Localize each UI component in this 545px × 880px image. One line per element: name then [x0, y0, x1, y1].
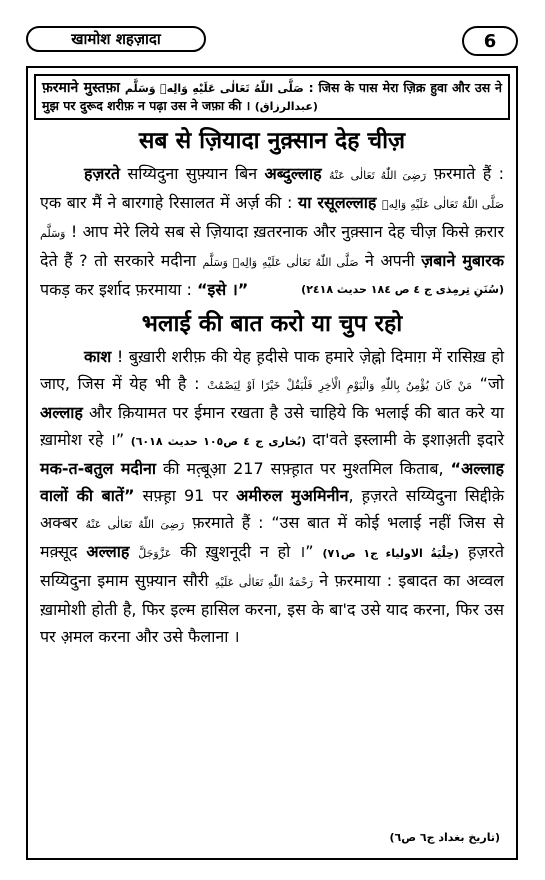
- p2-m: फ़रमाते हैं : “उस बात में कोई भलाई नहीं जिस से मक़्सूद: [40, 513, 505, 561]
- hadith-box: [34, 74, 510, 120]
- p1-e: या रसूलल्लाह: [297, 193, 377, 212]
- paragraph-1: [40, 160, 504, 303]
- p2-arabic2: رَضِیَ اللّٰهُ تَعَالٰی عَنْهُ: [85, 518, 185, 531]
- p2-b: ! बुख़ारी शरीफ़ की येह ह़दीसे पाक हमारे ज़ेह्नो दिमाग़ में रासिख़ हो जाए, जिस में येह भी है :: [40, 347, 504, 393]
- section-heading-2: भलाई की बात करो या चुप रहो: [141, 311, 403, 337]
- p2-k: अमीरुल मुअमिनीन: [236, 486, 349, 505]
- p2-ref: (بُخاری ج ٤ ص١٠٥ حديث ٦٠١٨): [130, 435, 307, 448]
- p1-arabic3: صَلَّی اللّٰهُ تَعَالٰی عَلَیْهِ وَالِهٖ وَسَلَّم: [202, 256, 359, 269]
- p2-n: अल्लाह: [86, 542, 130, 561]
- p1-g: ने अपनी: [358, 251, 422, 270]
- hadith-source: (عبدالرزاق): [254, 100, 318, 113]
- hadith-label: फ़रमाने मुस्तफ़ा: [42, 80, 120, 96]
- p2-c: “जो: [472, 374, 504, 393]
- p2-i: “अल्लाह वालों की बातें”: [40, 459, 504, 505]
- p2-l: , ह़ज़रते सय्यिदुना सिद्दीक़े अक्बर: [40, 486, 504, 532]
- p2-g: मक-त-बतुल मदीना: [40, 459, 157, 478]
- p1-b: सय्यिदुना सुफ़्यान बिन: [120, 164, 265, 183]
- hadith-text: : जिस के पास मेरा ज़िक्र हुवा और उस ने मुझ पर दुरूद शरीफ़ न पढ़ा उस ने जफ़ा की ।: [42, 80, 502, 113]
- p2-f: दा'वते इस्लामी के इशाअ़ती इदारे: [306, 430, 505, 449]
- salutation-arabic: صَلَّى اللّٰهُ تَعَالٰى عَلَيْهِ وَالِهٖ وَسَلَّم: [124, 82, 304, 95]
- p2-h: की मत़्बूआ़ 217 सफ़्ह़ात पर मुश्तमिल किताब,: [156, 459, 451, 478]
- section-body-2: [28, 343, 516, 650]
- p1-quote: “इसे ।”: [196, 280, 249, 299]
- p1-f: ! आप मेरे लिये सब से ज़ियादा ख़तरनाक और नुक़्सान देह चीज़ किसे क़रार देते हैं ? तो सरकारे मदीना: [40, 222, 504, 270]
- p2-j: सफ़्ह़ा 91 पर: [134, 486, 237, 505]
- section-body-1: [28, 160, 516, 303]
- p1-i: पकड़ कर इर्शाद फ़रमाया :: [40, 280, 197, 299]
- p2-p: ह़ज़रते सय्यिदुना इमाम सुफ़्यान सौरी: [40, 542, 504, 590]
- p1-arabic2: صَلَّی اللّٰهُ تَعَالٰی عَلَیْهِ وَالِهٖ وَسَلَّم: [40, 198, 504, 240]
- p2-q: ने फ़रमाया :: [312, 571, 399, 590]
- p2-e: और क़ियामत पर ईमान रखता है उसे चाहिये कि भलाई की बात करे या ख़ामोश रहे ।”: [40, 403, 504, 449]
- section-heading-1: सब से ज़ियादा नुक़्सान देह चीज़: [138, 128, 406, 154]
- p2-arabic3: عَزَّوَجَلَّ: [138, 547, 172, 560]
- p2-d: अल्लाह: [40, 403, 83, 422]
- p1-c: अब्दुल्लाह: [264, 164, 322, 183]
- paragraph-2: [40, 343, 504, 650]
- p2-ref2: (حِلْيَةُ الاولياء ج١ ص٧١): [322, 547, 460, 560]
- p2-arabic: مَنْ کَانَ یُؤْمِنُ بِاللّٰهِ وَالْیَوْمِ الْاٰخِرِ فَلْیَقُلْ خَیْرًا اَوْ لِیَصْمُتْ: [207, 379, 472, 392]
- page-frame: [26, 66, 518, 860]
- p1-h: ज़बाने मुबारक: [421, 251, 505, 270]
- p1-ref: (سُنَنِ تِرمِذی ج ٤ ص ١٨٤ حديث ٢٤١٨): [301, 283, 504, 296]
- p2-arabic4: رَحْمَةُ اللّٰهِ تَعَالٰی عَلَیْهِ: [214, 576, 313, 589]
- p1-a: हज़रते: [84, 164, 121, 183]
- p2-a: काश: [84, 347, 112, 366]
- p2-o: की ख़ुशनूदी न हो ।”: [171, 542, 323, 561]
- p2-r: इबादत का अव्वल ख़ामोशी होती है, फिर इल्म हासिल करना, इस के बा'द उसे याद करना, फिर उस पर अ़मल करना और उसे फैलाना ।: [40, 571, 504, 646]
- p1-arabic: رَضِیَ اللّٰهُ تَعَالٰی عَنْهُ: [329, 169, 427, 182]
- p1-d: फ़रमाते हैं : एक बार मैं ने बारगाहे रिसालत में अर्ज़ की :: [40, 164, 505, 212]
- page-number: 6: [462, 26, 518, 56]
- running-title: खामोश शहज़ादा: [26, 26, 206, 52]
- closing-reference: (تاريخ بغداد ج٦ ص٦): [389, 831, 500, 844]
